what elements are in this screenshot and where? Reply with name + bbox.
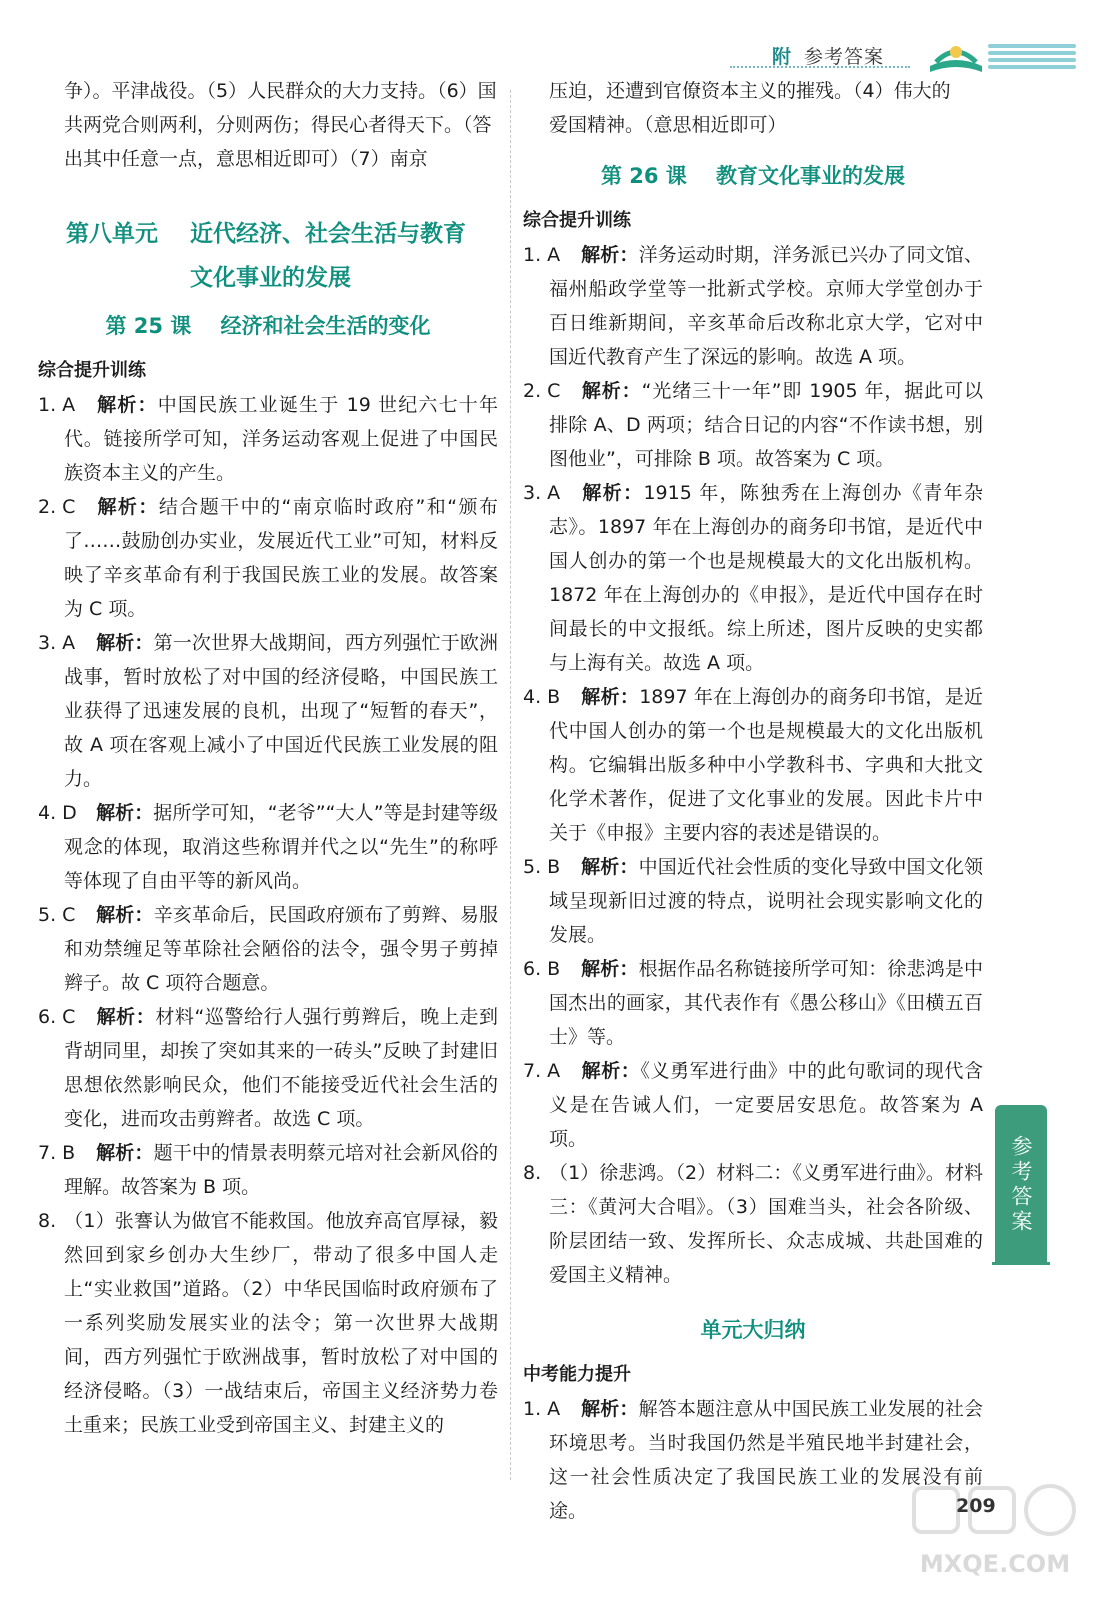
continuation-line: 爱国精神。（意思相近即可） (549, 114, 787, 136)
answer-item (38, 490, 498, 626)
unit-title: 第八单元 近代经济、社会生活与教育 (66, 221, 467, 247)
answer-item (523, 850, 983, 952)
answer-number: 5. B (523, 856, 561, 878)
section-title: 综合提升训练 (523, 210, 631, 231)
answer-number: 1. A (523, 244, 561, 266)
answer-text: 据所学可知，“老爷”“大人”等是封建等级观念的体现，取消这些称谓并代之以“先生”的称呼等体现了自由平等的新风尚。 (64, 802, 498, 892)
answer-text: 中国民族工业诞生于 19 世纪六七十年代。链接所学可知，洋务运动客观上促进了中国民族资本主义的产生。 (64, 394, 498, 484)
answer-text: “光绪三十一年”即 1905 年，据此可以排除 A、D 两项；结合日记的内容“不作读书想，别图他业”，可排除 B 项。故答案为 C 项。 (549, 380, 983, 470)
answer-number: 8. (38, 1210, 57, 1232)
lesson-title: 第 26 课 教育文化事业的发展 (600, 164, 906, 188)
analysis-label: 解析： (96, 802, 154, 824)
section-title: 中考能力提升 (523, 1364, 631, 1385)
answer-item (523, 680, 983, 850)
answer-item (523, 374, 983, 476)
answer-number: 6. C (38, 1006, 76, 1028)
answer-text: 题干中的情景表明蔡元培对社会新风俗的理解。故答案为 B 项。 (64, 1142, 498, 1198)
answer-item (523, 1054, 983, 1156)
analysis-label: 解析： (96, 904, 154, 926)
analysis-label: 解析： (96, 1142, 154, 1164)
summary-title: 单元大归纳 (700, 1318, 806, 1342)
side-tab-base (992, 1262, 1050, 1265)
answer-item (523, 1156, 983, 1292)
answer-text: （1）徐悲鸿。（2）材料二：《义勇军进行曲》。材料三：《黄河大合唱》。（3）国难当头，社会各阶级、阶层团结一致、发挥所长、众志成城、共赴国难的爱国主义精神。 (549, 1162, 983, 1286)
header-appendix-label: 附 (772, 46, 793, 68)
analysis-label: 解析： (96, 496, 159, 518)
answer-number: 3. A (523, 482, 561, 504)
analysis-label: 解析： (581, 482, 644, 504)
continuation-line: 共两党合则两利，分则两伤；得民心者得天下。（答 (64, 114, 492, 136)
answer-text: 洋务运动时期，洋务派已兴办了同文馆、福州船政学堂等一批新式学校。京师大学堂创办于百日维新期间，辛亥革命后改称北京大学，它对中国近代教育产生了深远的影响。故选 A 项。 (549, 244, 983, 368)
side-tab-label: 参考答案 (1009, 1135, 1033, 1235)
answer-number: 4. D (38, 802, 77, 824)
analysis-label: 解析： (581, 958, 639, 980)
header-title-text: 参考答案 (804, 46, 885, 68)
analysis-label: 解析： (581, 1398, 639, 1420)
left-continuation (38, 74, 498, 176)
unit-title-cont: 文化事业的发展 (190, 265, 351, 291)
answer-number: 7. A (523, 1060, 561, 1082)
answer-item (523, 238, 983, 374)
answer-number: 7. B (38, 1142, 76, 1164)
answer-item (38, 1000, 498, 1136)
page-number: 209 (956, 1495, 996, 1517)
lesson-title: 第 25 课 经济和社会生活的变化 (105, 314, 431, 338)
answer-number: 1. A (523, 1398, 561, 1420)
continuation-line: 争）。平津战役。（5）人民群众的大力支持。（6）国 (64, 80, 497, 102)
analysis-label: 解析： (581, 1060, 641, 1082)
continuation-line: 压迫，还遭到官僚资本主义的摧残。（4）伟大的 (549, 80, 951, 102)
analysis-label: 解析： (96, 1006, 156, 1028)
answer-item (38, 796, 498, 898)
answer-number: 5. C (38, 904, 76, 926)
answer-number: 6. B (523, 958, 561, 980)
watermark-logo-icon (900, 1480, 1090, 1590)
answer-item (38, 898, 498, 1000)
answer-text: 辛亥革命后，民国政府颁布了剪辫、易服和劝禁缠足等革除社会陋俗的法令，强令男子剪掉辫子。故 C 项符合题意。 (64, 904, 498, 994)
right-continuation (523, 74, 983, 142)
answer-number: 1. A (38, 394, 76, 416)
right-column (523, 74, 983, 1528)
answer-number: 2. C (38, 496, 76, 518)
answer-text: 材料“巡警给行人强行剪辫后，晚上走到背胡同里，却挨了突如其来的一砖头”反映了封建旧思想依然影响民众，他们不能接受近代社会生活的变化，进而攻击剪辫者。故选 C 项。 (64, 1006, 498, 1130)
answer-text: （1）张謇认为做官不能救国。他放弃高官厚禄，毅然回到家乡创办大生纱厂，带动了很多中国人走上“实业救国”道路。（2）中华民国临时政府颁布了一系列奖励发展实业的法令；第一次世界大战期间，西方列强忙于欧洲战事，暂时放松了对中国的经济侵略。（3）一战结束后，帝国主义经济势力卷土重来；民族工业受到帝国主义、封建主义的 (64, 1210, 498, 1436)
answer-item (523, 476, 983, 680)
answer-number: 4. B (523, 686, 561, 708)
header-title (772, 42, 884, 69)
continuation-line: 出其中任意一点，意思相近即可）（7）南京 (64, 148, 428, 170)
section-title: 综合提升训练 (38, 360, 146, 381)
analysis-label: 解析： (581, 380, 642, 402)
answer-item (38, 1136, 498, 1204)
answer-number: 8. (523, 1162, 542, 1184)
analysis-label: 解析： (96, 632, 154, 654)
analysis-label: 解析： (581, 856, 639, 878)
answer-item (38, 626, 498, 796)
answer-item (523, 952, 983, 1054)
answer-text: 结合题干中的“南京临时政府”和“颁布了……鼓励创办实业，发展近代工业”可知，材料反映了辛亥革命有利于我国民族工业的发展。故答案为 C 项。 (64, 496, 498, 620)
analysis-label: 解析： (581, 244, 639, 266)
answer-text: 1897 年在上海创办的商务印书馆，是近代中国人创办的第一个也是规模最大的文化出版机构。它编辑出版多种中小学教科书、字典和大批文化学术著作，促进了文化事业的发展。因此卡片中关于《申报》主要内容的表述是错误的。 (549, 686, 983, 844)
header-stripes (988, 44, 1076, 74)
analysis-label: 解析： (581, 686, 640, 708)
answer-number: 2. C (523, 380, 561, 402)
column-divider (510, 90, 511, 1480)
answer-text: 1915 年，陈独秀在上海创办《青年杂志》。1897 年在上海创办的商务印书馆，是近代中国人创办的第一个也是规模最大的文化出版机构。1872 年在上海创办的《申报》，是近代中国存在时间最长的中文报纸。综上所述，图片反映的史实都与上海有关。故选 A 项。 (549, 482, 983, 674)
answer-section-tab (995, 1105, 1047, 1265)
svg-text:MXQE.COM: MXQE.COM (919, 1550, 1071, 1578)
book-logo-icon (926, 36, 986, 76)
left-column (38, 74, 498, 1442)
answer-text: 第一次世界大战期间，西方列强忙于欧洲战事，暂时放松了对中国的经济侵略，中国民族工业获得了迅速发展的良机，出现了“短暂的春天”，故 A 项在客观上减小了中国近代民族工业发展的阻力。 (64, 632, 498, 790)
answer-item (38, 388, 498, 490)
answer-item (38, 1204, 498, 1442)
answer-text: 根据作品名称链接所学可知：徐悲鸿是中国杰出的画家，其代表作有《愚公移山》《田横五百士》等。 (549, 958, 983, 1048)
answer-text: 中国近代社会性质的变化导致中国文化领域呈现新旧过渡的特点，说明社会现实影响文化的发展。 (549, 856, 983, 946)
answer-text: 解答本题注意从中国民族工业发展的社会环境思考。当时我国仍然是半殖民地半封建社会，这一社会性质决定了我国民族工业的发展没有前途。 (549, 1398, 983, 1522)
answer-number: 3. A (38, 632, 76, 654)
analysis-label: 解析： (96, 394, 158, 416)
answer-text: 《义勇军进行曲》中的此句歌词的现代含义是在告诫人们，一定要居安思危。故答案为 A 项。 (549, 1060, 983, 1150)
